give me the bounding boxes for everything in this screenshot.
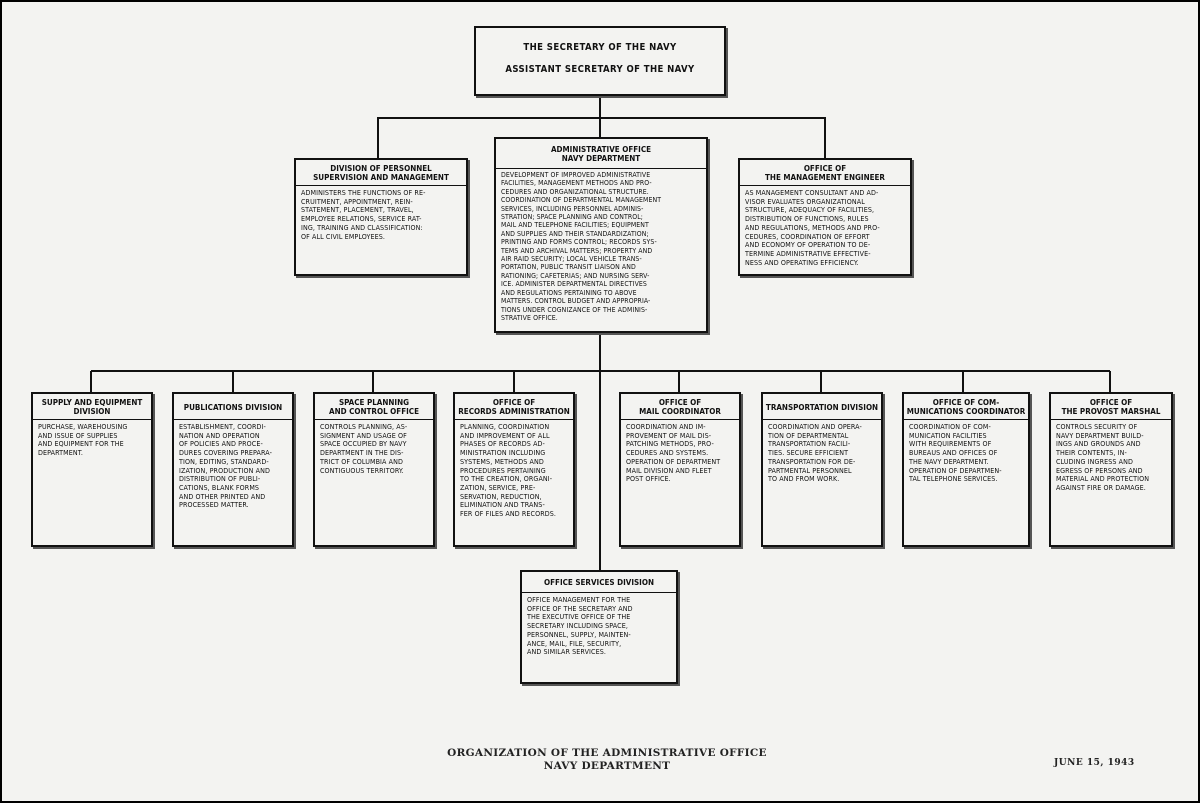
personnel-division-body: ADMINISTERS THE FUNCTIONS OF RE- CRUITMENT, APPOINTMENT, REIN- STATEMENT, PLACEMENT, TRAVEL, EMPLOYEE RELATIONS, SERVICE RAT- ING, TRAINING AND CLASSIFICATION: OF ALL CIVIL EMPLOYEES. [301, 188, 426, 241]
division-title-line1: SUPPLY AND EQUIPMENT [41, 398, 143, 407]
division-body: CONTROLS PLANNING, AS- SIGNMENT AND USAGE OF SPACE OCCUPIED BY NAVY DEPARTMENT IN THE DIS- TRICT OF COLUMBIA AND CONTIGUOUS TERRITORY. [320, 422, 408, 475]
admin-title-line1: ADMINISTRATIVE OFFICE [550, 145, 652, 154]
division-title-line2: THE PROVOST MARSHAL [1061, 407, 1161, 416]
secretary-title: THE SECRETARY OF THE NAVY [523, 42, 677, 53]
division-header [455, 394, 573, 420]
division-header [174, 394, 292, 420]
admin-title-line2: NAVY DEPARTMENT [561, 154, 641, 163]
caption-line1: ORGANIZATION OF THE ADMINISTRATIVE OFFICE [447, 747, 767, 759]
division-records-administration [453, 392, 575, 547]
division-title-line1: OFFICE OF [1089, 398, 1133, 407]
division-publications [172, 392, 294, 547]
division-title-line2: DIVISION [73, 407, 111, 416]
division-header [1051, 394, 1171, 420]
caption-line2: NAVY DEPARTMENT [543, 760, 671, 772]
division-header [315, 394, 433, 420]
office-services-division-box [520, 570, 678, 684]
division-mail-coordinator [619, 392, 741, 547]
personnel-division-header [296, 160, 466, 186]
division-communications [902, 392, 1030, 547]
division-title-line1: OFFICE OF [492, 398, 536, 407]
division-title-line1: TRANSPORTATION DIVISION [765, 402, 879, 412]
engineer-title-line2: THE MANAGEMENT ENGINEER [765, 173, 885, 182]
office-services-title: OFFICE SERVICES DIVISION [543, 578, 654, 587]
division-body: PLANNING, COORDINATION AND IMPROVEMENT OF ALL PHASES OF RECORDS AD- MINISTRATION INCLUDING SYSTEMS, METHODS AND PROCEDURES PERTAINING TO THE CREATION, ORGANI- ZATION, SERVICE, PRE- SERVATION, REDUCTION, ELIMINATION AND TRANS- FER OF FILES AND RECORDS. [460, 422, 557, 519]
personnel-title-line2: SUPERVISION AND MANAGEMENT [313, 173, 449, 182]
division-title-line1: PUBLICATIONS DIVISION [183, 402, 283, 412]
division-body: PURCHASE, WAREHOUSING AND ISSUE OF SUPPLIES AND EQUIPMENT FOR THE DEPARTMENT. [38, 422, 128, 458]
division-title-line2: MUNICATIONS COORDINATOR [906, 407, 1026, 416]
engineer-title-line1: OFFICE OF [803, 164, 847, 173]
division-space-planning [313, 392, 435, 547]
administrative-office-body: DEVELOPMENT OF IMPROVED ADMINISTRATIVE FACILITIES, MANAGEMENT METHODS AND PRO- CEDURES AND ORGANIZATIONAL STRUCTURE. COORDINATION OF DEPARTMENTAL MANAGEMENT SERVICES, INCLUDING PERSONNEL ADMINIS- STRATION; SPACE PLANNING AND CONTROL; MAIL AND TELEPHONE FACILITIES; EQUIPMENT AND SUPPLIES AND THEIR STANDARDIZATION; PRINTING AND FORMS CONTROL; RECORDS SYS- TEMS AND ARCHIVAL MATTERS; PROPERTY AND AIR RAID SECURITY; LOCAL VEHICLE TRANS- PORTATION, PUBLIC TRANSIT LIAISON AND RATIONING; CAFETERIAS; AND NURSING SERV- ICE. ADMINISTER DEPARTMENTAL DIRECTIVES AND REGULATIONS PERTAINING TO ABOVE MATTERS. CONTROL BUDGET AND APPROPRIA- TIONS UNDER COGNIZANCE OF THE ADMINIS- STRATIVE OFFICE. [501, 171, 662, 322]
division-body: COORDINATION AND IM- PROVEMENT OF MAIL DIS- PATCHING METHODS, PRO- CEDURES AND SYSTEMS. OPERATION OF DEPARTMENT MAIL DIVISION AND FLEET POST OFFICE. [626, 422, 721, 484]
division-title-line2: MAIL COORDINATOR [639, 407, 721, 416]
division-transportation [761, 392, 883, 547]
office-services-header [522, 572, 676, 593]
division-title-line2: AND CONTROL OFFICE [329, 407, 419, 416]
management-engineer-header [740, 160, 910, 186]
division-header [904, 394, 1028, 420]
division-title-line1: OFFICE OF [658, 398, 702, 407]
division-body: ESTABLISHMENT, COORDI- NATION AND OPERATION OF POLICIES AND PROCE- DURES COVERING PREPARA- TION, EDITING, STANDARD- IZATION, PRODUCTION AND DISTRIBUTION OF PUBLI- CATIONS, BLANK FORMS AND OTHER PRINTED AND PROCESSED MATTER. [179, 422, 272, 510]
assistant-secretary-title: ASSISTANT SECRETARY OF THE NAVY [505, 64, 695, 75]
personnel-division-box [294, 158, 468, 276]
administrative-office-header [496, 139, 706, 169]
division-header [33, 394, 151, 420]
org-chart-sheet [2, 2, 1198, 801]
office-services-body: OFFICE MANAGEMENT FOR THE OFFICE OF THE SECRETARY AND THE EXECUTIVE OFFICE OF THE SECRETARY INCLUDING SPACE, PERSONNEL, SUPPLY, MAINTEN- ANCE, MAIL, FILE, SECURITY, AND SIMILAR SERVICES. [527, 595, 633, 657]
division-provost-marshal [1049, 392, 1173, 547]
division-header [763, 394, 881, 420]
division-body: COORDINATION AND OPERA- TION OF DEPARTMENTAL TRANSPORTATION FACILI- TIES. SECURE EFFICIENT TRANSPORTATION FOR DE- PARTMENTAL PERSONNEL TO AND FROM WORK. [768, 422, 862, 484]
division-title-line1: SPACE PLANNING [338, 398, 410, 407]
division-title-line2: RECORDS ADMINISTRATION [458, 407, 570, 416]
management-engineer-body: AS MANAGEMENT CONSULTANT AND AD- VISOR EVALUATES ORGANIZATIONAL STRUCTURE, ADEQUACY OF FACILITIES, DISTRIBUTION OF FUNCTIONS, RULES AND REGULATIONS, METHODS AND PRO- CEDURES, COORDINATION OF EFFORT AND ECONOMY OF OPERATION TO DE- TERMINE ADMINISTRATIVE EFFECTIVE- NESS AND OPERATING EFFICIENCY. [745, 188, 880, 267]
administrative-office-box [494, 137, 708, 333]
division-header [621, 394, 739, 420]
chart-caption [432, 747, 782, 773]
management-engineer-box [738, 158, 912, 276]
division-body: COORDINATION OF COM- MUNICATION FACILITIES WITH REQUIREMENTS OF BUREAUS AND OFFICES OF THE NAVY DEPARTMENT. OPERATION OF DEPARTMEN- TAL TELEPHONE SERVICES. [909, 422, 1002, 484]
division-supply-equipment [31, 392, 153, 547]
personnel-title-line1: DIVISION OF PERSONNEL [330, 164, 432, 173]
secretary-box [474, 26, 726, 96]
chart-date: JUNE 15, 1943 [1054, 758, 1135, 768]
division-title-line1: OFFICE OF COM- [932, 398, 1000, 407]
division-body: CONTROLS SECURITY OF NAVY DEPARTMENT BUILD- INGS AND GROUNDS AND THEIR CONTENTS, IN- CLUDING INGRESS AND EGRESS OF PERSONS AND MATERIAL AND PROTECTION AGAINST FIRE OR DAMAGE. [1056, 422, 1150, 492]
